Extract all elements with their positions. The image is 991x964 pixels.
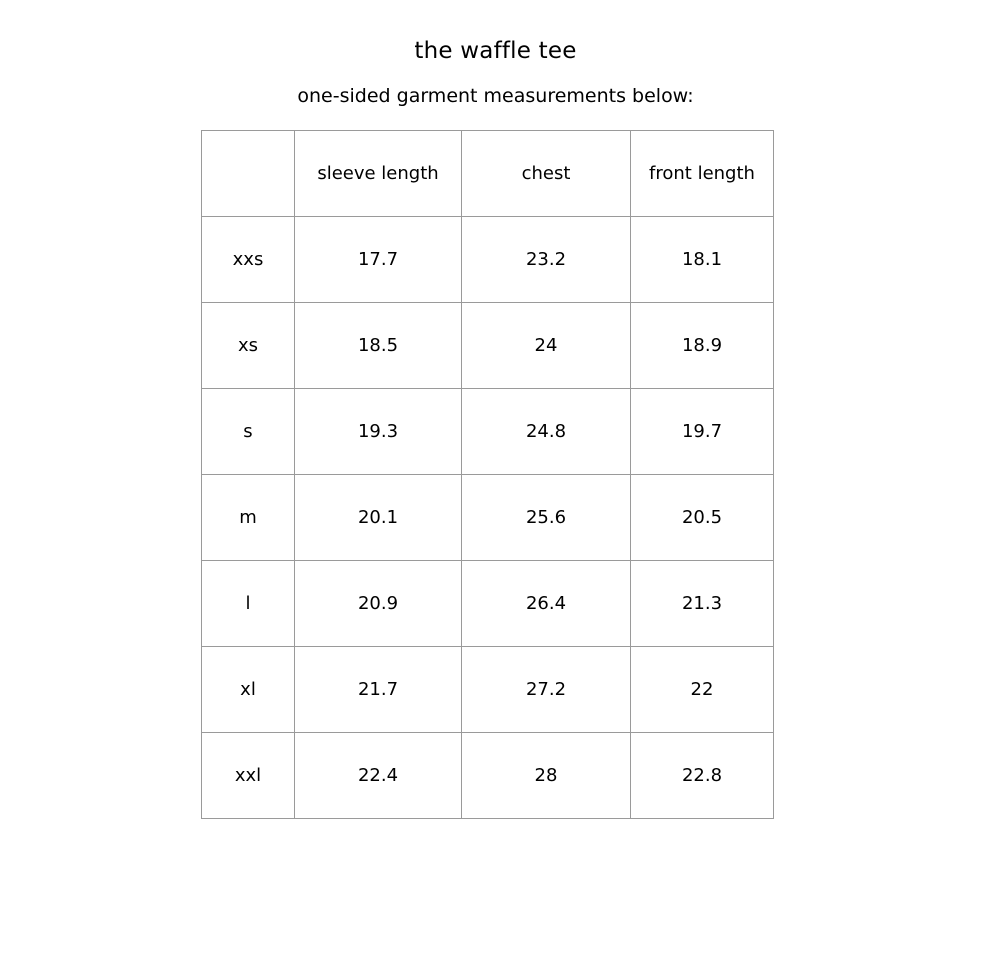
chest-value: 25.6 <box>462 475 631 561</box>
page-title: the waffle tee <box>414 38 577 64</box>
size-label: s <box>202 389 295 475</box>
table-row <box>202 475 774 561</box>
table-row <box>202 389 774 475</box>
header-sleeve-length: sleeve length <box>295 131 462 217</box>
chest-value: 24 <box>462 303 631 389</box>
sleeve-length-value: 19.3 <box>295 389 462 475</box>
table-header-row <box>202 131 774 217</box>
sleeve-length-value: 20.1 <box>295 475 462 561</box>
chest-value: 28 <box>462 733 631 819</box>
size-chart-table <box>201 130 774 819</box>
size-label: xs <box>202 303 295 389</box>
header-chest: chest <box>462 131 631 217</box>
front-length-value: 19.7 <box>631 389 774 475</box>
size-label: xxs <box>202 217 295 303</box>
sleeve-length-value: 20.9 <box>295 561 462 647</box>
front-length-value: 22.8 <box>631 733 774 819</box>
size-label: l <box>202 561 295 647</box>
table-row <box>202 217 774 303</box>
table-row <box>202 647 774 733</box>
size-label: xl <box>202 647 295 733</box>
chest-value: 24.8 <box>462 389 631 475</box>
chest-value: 26.4 <box>462 561 631 647</box>
table-row <box>202 303 774 389</box>
sleeve-length-value: 22.4 <box>295 733 462 819</box>
front-length-value: 21.3 <box>631 561 774 647</box>
chest-value: 27.2 <box>462 647 631 733</box>
sleeve-length-value: 17.7 <box>295 217 462 303</box>
header-size <box>202 131 295 217</box>
sleeve-length-value: 18.5 <box>295 303 462 389</box>
chest-value: 23.2 <box>462 217 631 303</box>
front-length-value: 22 <box>631 647 774 733</box>
size-label: xxl <box>202 733 295 819</box>
page-subtitle: one-sided garment measurements below: <box>297 85 694 107</box>
sleeve-length-value: 21.7 <box>295 647 462 733</box>
size-label: m <box>202 475 295 561</box>
front-length-value: 20.5 <box>631 475 774 561</box>
table-row <box>202 733 774 819</box>
front-length-value: 18.1 <box>631 217 774 303</box>
front-length-value: 18.9 <box>631 303 774 389</box>
table-row <box>202 561 774 647</box>
header-front-length: front length <box>631 131 774 217</box>
